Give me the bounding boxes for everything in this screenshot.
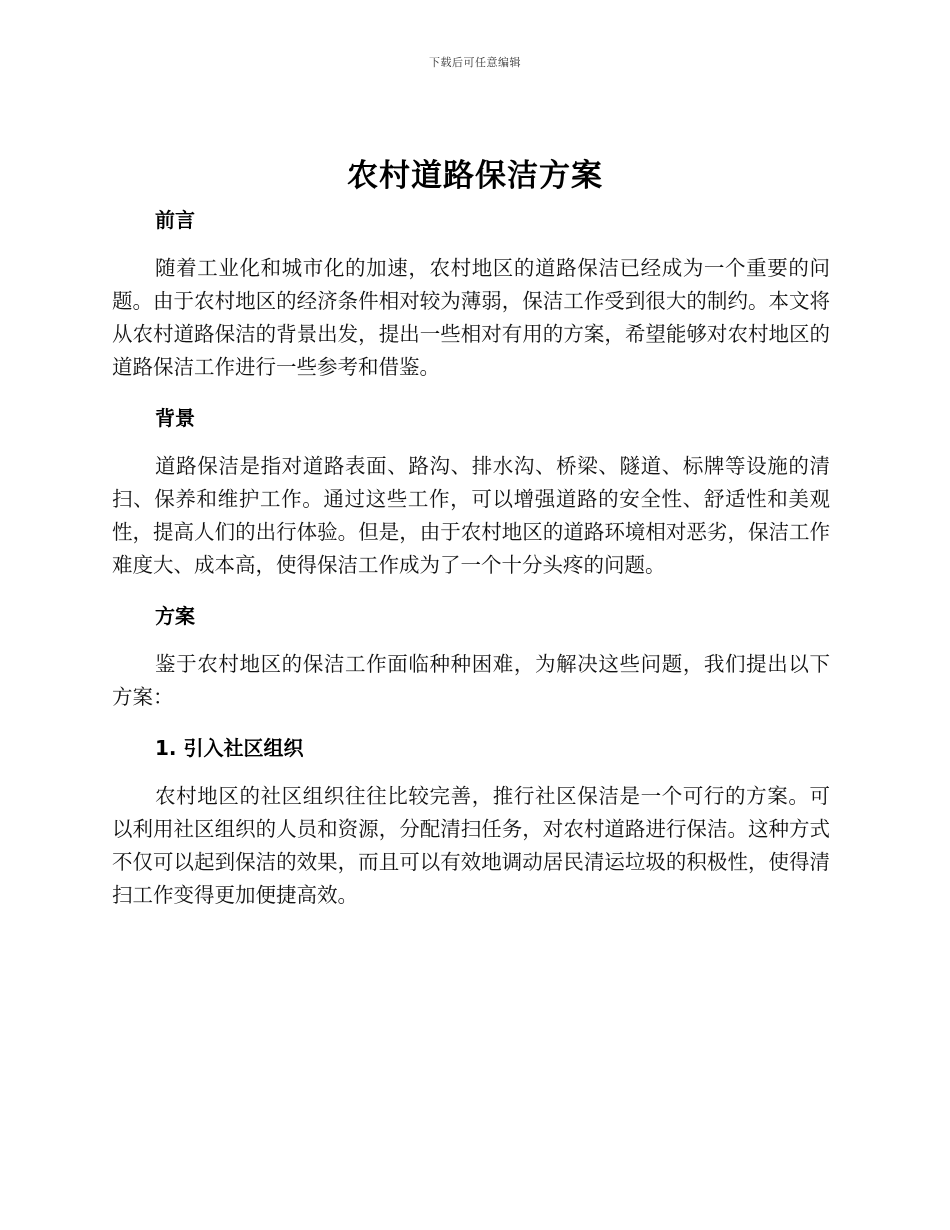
section-paragraph-background: 道路保洁是指对道路表面、路沟、排水沟、桥梁、隧道、标牌等设施的清扫、保养和维护工作。通过这些工作，可以增强道路的安全性、舒适性和美观性，提高人们的出行体验。但是，由于农村地区的道路环境相对恶劣，保洁工作难度大、成本高，使得保洁工作成为了一个十分头疼的问题。 [112,454,830,577]
section-paragraph-preface: 随着工业化和城市化的加速，农村地区的道路保洁已经成为一个重要的问题。由于农村地区的经济条件相对较为薄弱，保洁工作受到很大的制约。本文将从农村道路保洁的背景出发，提出一些相对有用的方案，希望能够对农村地区的道路保洁工作进行一些参考和借鉴。 [112,256,830,379]
section-heading-background: 背景 [155,406,195,430]
document-body [112,200,830,912]
section-paragraph-community: 农村地区的社区组织往往比较完善，推行社区保洁是一个可行的方案。可以利用社区组织的人员和资源，分配清扫任务，对农村道路进行保洁。这种方式不仅可以起到保洁的效果，而且可以有效地调动居民清运垃圾的积极性，使得清扫工作变得更加便捷高效。 [112,784,830,907]
header-note: 下载后可任意编辑 [429,56,521,69]
section-heading-preface: 前言 [155,208,195,232]
section-paragraph-plan: 鉴于农村地区的保洁工作面临种种困难，为解决这些问题，我们提出以下方案： [112,652,830,709]
document-title: 农村道路保洁方案 [347,158,603,194]
section-heading-community: 1. 引入社区组织 [155,736,304,760]
section-heading-plan: 方案 [155,604,195,628]
